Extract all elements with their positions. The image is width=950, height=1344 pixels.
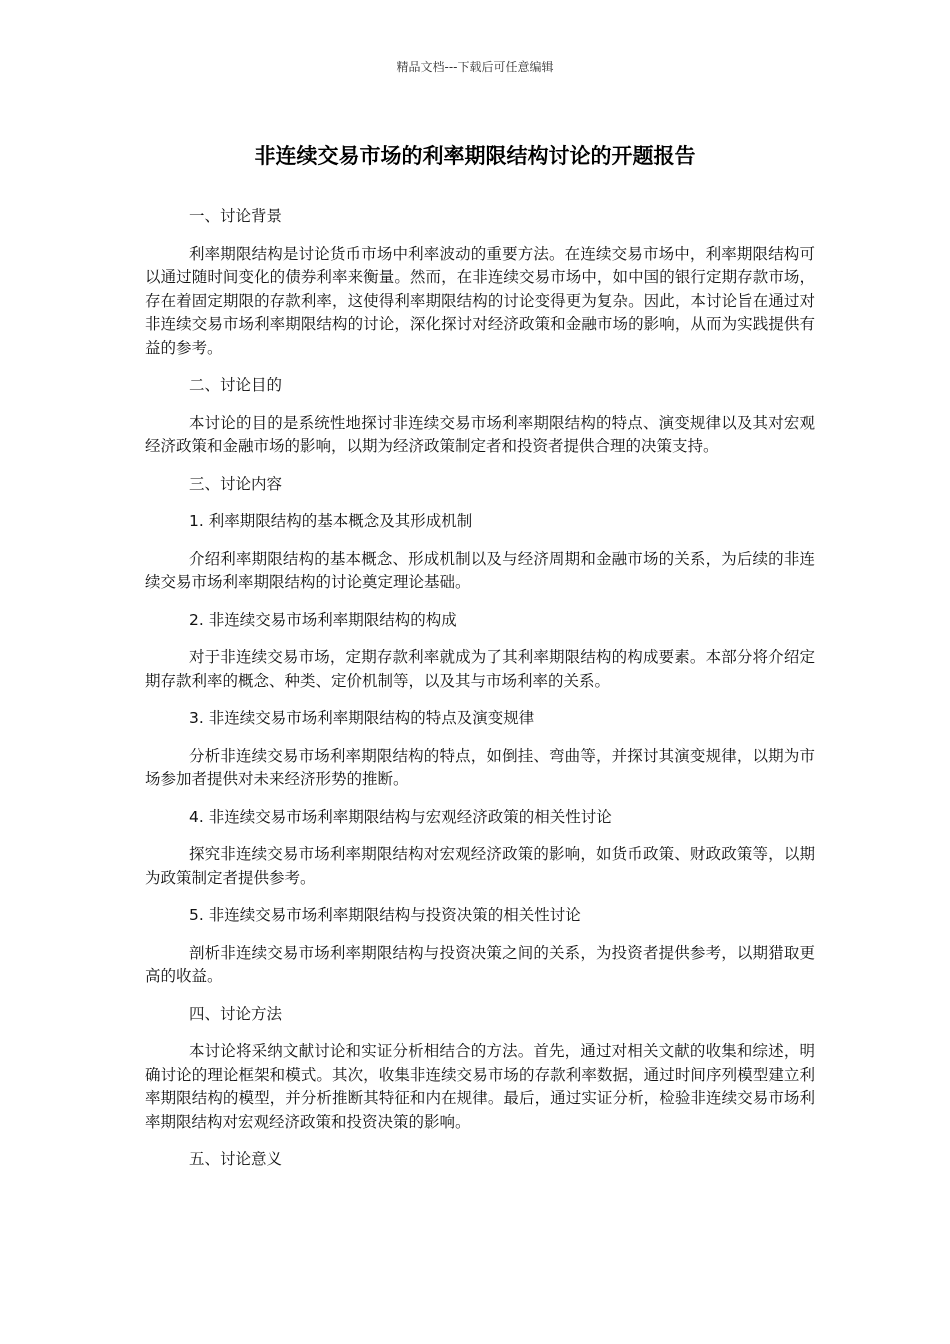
paragraph-5: 剖析非连续交易市场利率期限结构与投资决策之间的关系，为投资者提供参考，以期猎取更高的收益。	[145, 943, 815, 985]
paragraph-background: 利率期限结构是讨论货币市场中利率波动的重要方法。在连续交易市场中，利率期限结构可以通过随时间变化的债券利率来衡量。然而，在非连续交易市场中，如中国的银行定期存款市场，存在着固定期限的存款利率，这使得利率期限结构的讨论变得更为复杂。因此，本讨论旨在通过对非连续交易市场利率期限结构的讨论，深化探讨对经济政策和金融市场的影响，从而为实践提供有益的参考。	[145, 244, 815, 357]
section-heading-purpose: 二、讨论目的	[189, 376, 283, 394]
section-heading-significance: 五、讨论意义	[189, 1150, 283, 1168]
section-heading-content: 三、讨论内容	[189, 474, 283, 493]
subheading-5: 5. 非连续交易市场利率期限结构与投资决策的相关性讨论	[189, 906, 581, 924]
paragraph-4: 探究非连续交易市场利率期限结构对宏观经济政策的影响，如货币政策、财政政策等，以期为政策制定者提供参考。	[145, 845, 815, 887]
document-body	[145, 205, 815, 1186]
subheading-3: 3. 非连续交易市场利率期限结构的特点及演变规律	[189, 709, 535, 727]
paragraph-1: 介绍利率期限结构的基本概念、形成机制以及与经济周期和金融市场的关系，为后续的非连续交易市场利率期限结构的讨论奠定理论基础。	[145, 549, 815, 591]
section-heading-method: 四、讨论方法	[189, 1004, 283, 1023]
subheading-4: 4. 非连续交易市场利率期限结构与宏观经济政策的相关性讨论	[189, 807, 612, 826]
subheading-1: 1. 利率期限结构的基本概念及其形成机制	[189, 512, 473, 530]
section-heading-background: 一、讨论背景	[189, 207, 283, 225]
header-note: 精品文档---下载后可任意编辑	[396, 60, 554, 74]
paragraph-purpose: 本讨论的目的是系统性地探讨非连续交易市场利率期限结构的特点、演变规律以及其对宏观经济政策和金融市场的影响，以期为经济政策制定者和投资者提供合理的决策支持。	[145, 413, 815, 455]
paragraph-method: 本讨论将采纳文献讨论和实证分析相结合的方法。首先，通过对相关文献的收集和综述，明确讨论的理论框架和模式。其次，收集非连续交易市场的存款利率数据，通过时间序列模型建立利率期限结构的模型，并分析推断其特征和内在规律。最后，通过实证分析，检验非连续交易市场利率期限结构对宏观经济政策和投资决策的影响。	[145, 1042, 815, 1131]
subheading-2: 2. 非连续交易市场利率期限结构的构成	[189, 610, 457, 629]
paragraph-2: 对于非连续交易市场，定期存款利率就成为了其利率期限结构的构成要素。本部分将介绍定期存款利率的概念、种类、定价机制等，以及其与市场利率的关系。	[145, 648, 815, 690]
document-title: 非连续交易市场的利率期限结构讨论的开题报告	[254, 144, 696, 168]
paragraph-3: 分析非连续交易市场利率期限结构的特点，如倒挂、弯曲等，并探讨其演变规律，以期为市场参加者提供对未来经济形势的推断。	[145, 746, 815, 788]
